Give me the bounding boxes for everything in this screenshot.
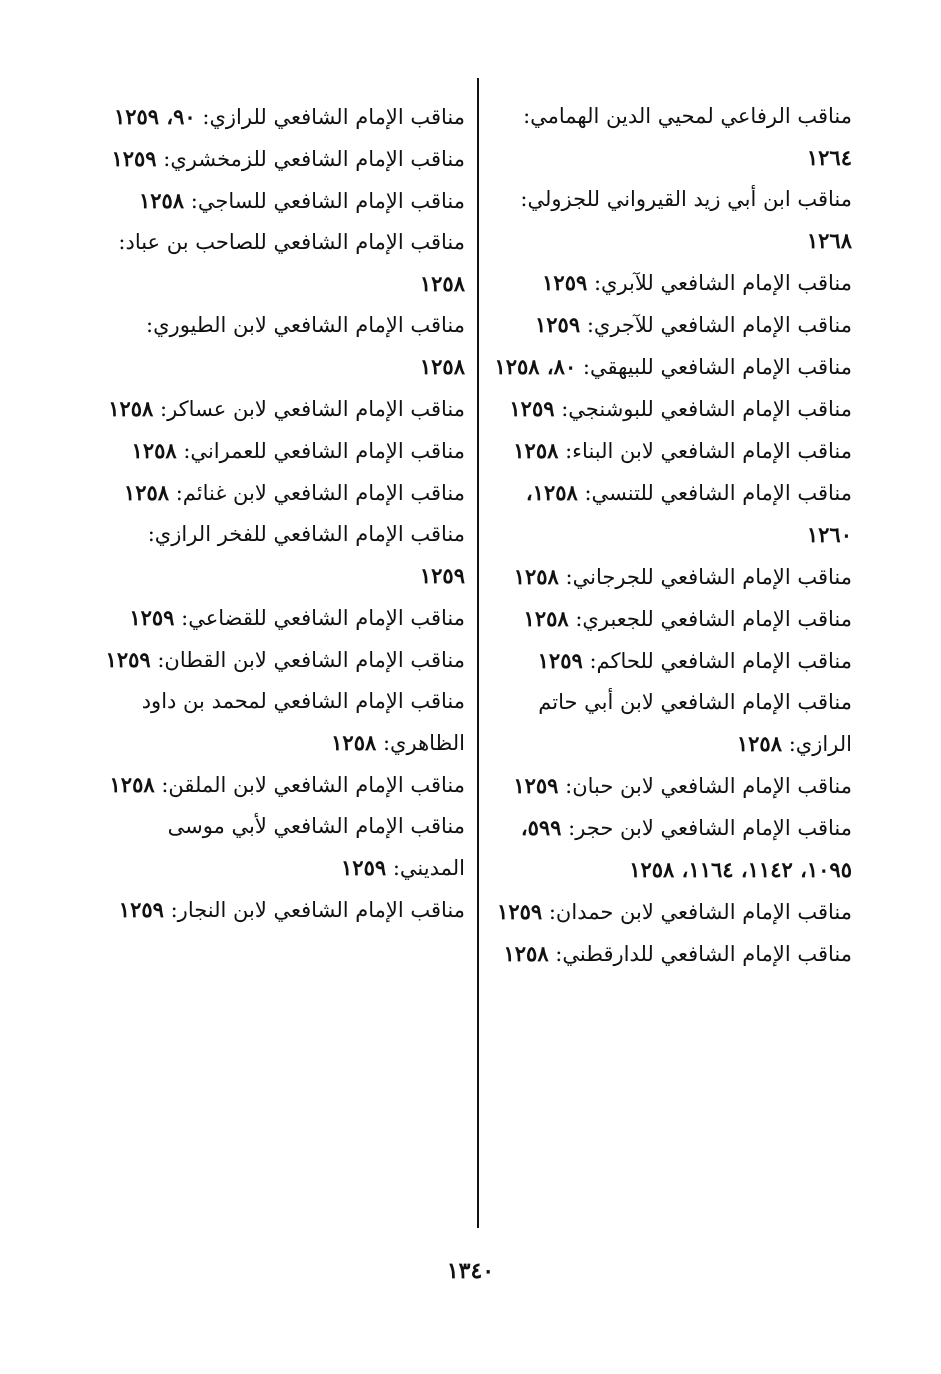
left-column [100, 96, 465, 931]
index-entry [487, 891, 852, 933]
index-entry [100, 138, 465, 180]
entry-title: مناقب الإمام الشافعي للرازي: [202, 105, 465, 129]
index-entry [100, 305, 465, 388]
entry-pages: ١٢٥٨ [109, 772, 155, 797]
entry-pages: ١٢٥٨ [419, 271, 465, 296]
index-entry [100, 388, 465, 430]
entry-pages: ١٢٥٨ [138, 188, 185, 213]
entry-pages: ١٢٥٩ [497, 899, 543, 924]
entry-title: مناقب الإمام الشافعي للجرجاني: [565, 565, 852, 589]
entry-title: مناقب الإمام الشافعي للزمخشري: [163, 147, 465, 171]
index-entry [487, 765, 852, 807]
entry-title: مناقب الإمام الشافعي لابن البناء: [565, 439, 852, 463]
right-column [487, 96, 852, 975]
entry-title: مناقب الإمام الشافعي للصاحب بن عباد: [118, 230, 465, 254]
entry-title: مناقب الإمام الشافعي للآجري: [586, 313, 852, 337]
entry-pages: ١٢٥٨ [108, 396, 154, 421]
entry-title: مناقب الإمام الشافعي للحاكم: [589, 649, 852, 673]
index-entry [100, 430, 465, 472]
entry-title: مناقب الإمام الشافعي للساجي: [190, 189, 465, 213]
index-entry [100, 681, 465, 764]
index-entry [487, 682, 852, 765]
entry-title: مناقب الإمام الشافعي لابن حجر: [568, 816, 852, 840]
entry-pages: ٩٠، ١٢٥٩ [113, 104, 196, 129]
index-entry [100, 96, 465, 138]
index-entry [487, 262, 852, 304]
entry-pages: ١٢٥٨ [513, 564, 559, 589]
entry-pages: ٥٩٩، ١٠٩٥، ١١٤٢، ١١٦٤، ١٢٥٨ [520, 815, 852, 882]
index-entry [100, 806, 465, 889]
entry-pages: ١٢٥٨، ١٢٦٠ [525, 480, 852, 547]
index-entry [100, 597, 465, 639]
entry-title: مناقب الإمام الشافعي للبيهقي: [582, 355, 852, 379]
entry-pages: ١٢٥٩ [535, 312, 581, 337]
entry-pages: ١٢٥٩ [341, 855, 387, 880]
entry-title: مناقب الإمام الشافعي لابن غنائم: [175, 481, 465, 505]
entry-pages: ١٢٥٨ [123, 480, 170, 505]
page-number: ١٣٤٠ [446, 1258, 495, 1284]
index-entry [487, 179, 852, 262]
index-entry [100, 514, 465, 597]
entry-title: مناقب الإمام الشافعي للعمراني: [183, 439, 465, 463]
entry-title: مناقب الرفاعي لمحيي الدين الهمامي: [523, 104, 852, 128]
entry-title: مناقب الإمام الشافعي للجعبري: [575, 607, 852, 631]
index-entry [487, 556, 852, 598]
entry-title: مناقب الإمام الشافعي للبوشنجي: [561, 397, 852, 421]
entry-pages: ١٢٥٩ [542, 270, 588, 295]
entry-title: مناقب الإمام الشافعي لابن حمدان: [548, 900, 852, 924]
index-entry [487, 388, 852, 430]
index-entry [487, 430, 852, 472]
entry-pages: ١٢٥٨ [331, 730, 377, 755]
index-entry [487, 346, 852, 388]
index-entry [487, 933, 852, 975]
entry-title: مناقب الإمام الشافعي لابن عساكر: [160, 397, 465, 421]
entry-title: مناقب الإمام الشافعي للقضاعي: [181, 606, 465, 630]
entry-pages: ١٢٥٩ [118, 897, 164, 922]
entry-pages: ١٢٦٨ [806, 228, 852, 253]
entry-title: مناقب الإمام الشافعي لابن النجار: [170, 898, 465, 922]
entry-pages: ١٢٥٩ [513, 773, 559, 798]
entry-pages: ١٢٥٩ [537, 648, 583, 673]
entry-pages: ١٢٥٨ [503, 941, 549, 966]
entry-pages: ١٢٥٨ [131, 438, 177, 463]
entry-pages: ١٢٥٩ [509, 396, 555, 421]
entry-pages: ١٢٥٩ [111, 146, 157, 171]
index-entry [100, 639, 465, 681]
entry-pages: ١٢٦٤ [806, 145, 852, 170]
entry-pages: ١٢٥٨ [419, 354, 465, 379]
index-entry [100, 764, 465, 806]
index-entry [487, 472, 852, 556]
entry-title: مناقب الإمام الشافعي لابن الملقن: [161, 773, 465, 797]
entry-pages: ٨٠، ١٢٥٨ [494, 354, 577, 379]
entry-title: مناقب الإمام الشافعي لابن القطان: [157, 648, 465, 672]
index-entry [487, 640, 852, 682]
column-divider [477, 78, 479, 1228]
entry-title: مناقب الإمام الشافعي لابن حبان: [565, 774, 852, 798]
index-entry [487, 96, 852, 179]
index-entry [487, 304, 852, 346]
entry-pages: ١٢٥٩ [105, 647, 151, 672]
entry-pages: ١٢٥٨ [523, 606, 569, 631]
index-entry [100, 889, 465, 931]
index-entry [100, 180, 465, 222]
entry-pages: ١٢٥٨ [736, 731, 782, 756]
entry-title: مناقب الإمام الشافعي لابن الطيوري: [146, 313, 465, 337]
entry-title: مناقب ابن أبي زيد القيرواني للجزولي: [520, 187, 852, 211]
entry-title: مناقب الإمام الشافعي للتنسي: [584, 481, 852, 505]
entry-title: مناقب الإمام الشافعي للدارقطني: [555, 942, 852, 966]
entry-title: مناقب الإمام الشافعي لأبي موسى المديني: [167, 814, 465, 880]
index-entry [487, 807, 852, 891]
entry-pages: ١٢٥٩ [129, 605, 175, 630]
entry-title: مناقب الإمام الشافعي للآبري: [593, 271, 852, 295]
entry-title: مناقب الإمام الشافعي لمحمد بن داود الظاهري: [141, 689, 465, 755]
index-entry [487, 598, 852, 640]
entry-pages: ١٢٥٨ [513, 438, 559, 463]
entry-title: مناقب الإمام الشافعي للفخر الرازي: [147, 522, 465, 546]
entry-pages: ١٢٥٩ [419, 563, 465, 588]
entry-title: مناقب الإمام الشافعي لابن أبي حاتم الرازي: [538, 690, 852, 756]
index-entry [100, 222, 465, 305]
index-entry [100, 472, 465, 514]
